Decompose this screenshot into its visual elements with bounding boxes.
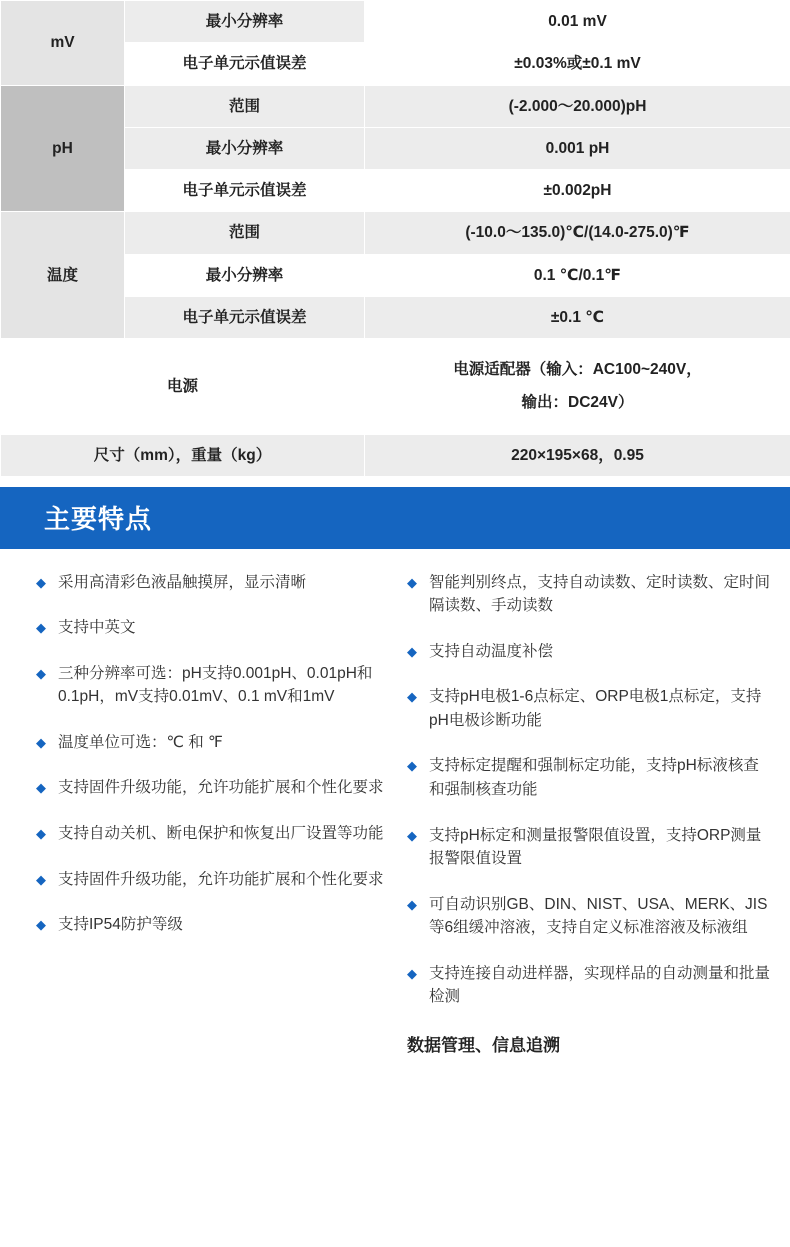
diamond-bullet-icon: ◆ — [36, 665, 46, 681]
spec-group-label: pH — [1, 85, 125, 212]
power-value-line2: 输出：DC24V） — [521, 394, 634, 412]
diamond-bullet-icon: ◆ — [407, 896, 417, 912]
feature-text: 温度单位可选：℃ 和 ℉ — [58, 733, 223, 751]
diamond-bullet-icon: ◆ — [407, 643, 417, 659]
diamond-bullet-icon: ◆ — [407, 827, 417, 843]
spec-item-label: 电子单元示值误差 — [125, 296, 365, 338]
list-item — [20, 913, 391, 937]
list-item — [20, 868, 391, 892]
features-subheading: 数据管理、信息追溯 — [407, 1035, 560, 1055]
spec-group-label: 温度 — [1, 212, 125, 339]
list-item — [399, 640, 770, 664]
spec-group-label: mV — [1, 1, 125, 86]
list-item — [399, 754, 770, 801]
list-item — [399, 893, 770, 940]
list-item — [20, 616, 391, 640]
feature-text: 可自动识别GB、DIN、NIST、USA、MERK、JIS等6组缓冲溶液，支持自定义标准溶液及标液组 — [429, 895, 768, 937]
table-row-power — [1, 339, 790, 435]
list-item — [399, 685, 770, 732]
list-item — [399, 571, 770, 618]
table-row — [1, 85, 790, 127]
feature-text: 支持中英文 — [58, 619, 136, 637]
power-value-line1: 电源适配器（输入：AC100~240V， — [453, 361, 702, 378]
feature-text: 支持连接自动进样器，实现样品的自动测量和批量检测 — [429, 964, 771, 1006]
spec-item-label: 最小分辨率 — [125, 127, 365, 169]
diamond-bullet-icon: ◆ — [36, 826, 46, 842]
list-item — [399, 962, 770, 1009]
spec-item-value: ±0.002pH — [365, 170, 790, 212]
feature-text: 支持pH标定和测量报警限值设置，支持ORP测量报警限值设置 — [429, 826, 762, 868]
feature-text: 三种分辨率可选：pH支持0.001pH、0.01pH和0.1pH，mV支持0.01mV、0.1 mV和1mV — [58, 664, 373, 706]
spec-item-label: 电子单元示值误差 — [125, 170, 365, 212]
feature-text: 支持pH电极1-6点标定、ORP电极1点标定，支持pH电极诊断功能 — [429, 688, 762, 729]
features-column-left — [16, 571, 395, 1056]
table-row — [1, 212, 790, 254]
spec-item-label: 范围 — [125, 212, 365, 254]
table-row — [1, 1, 790, 43]
spec-item-label: 电子单元示值误差 — [125, 43, 365, 85]
spec-item-label: 范围 — [125, 85, 365, 127]
feature-text: 支持固件升级功能，允许功能扩展和个性化要求 — [58, 870, 384, 888]
spec-item-value: (-2.000～20.000)pH — [365, 85, 790, 127]
feature-text: 智能判别终点，支持自动读数、定时读数、定时间隔读数、手动读数 — [429, 573, 771, 615]
specification-table — [0, 0, 790, 477]
diamond-bullet-icon: ◆ — [407, 574, 417, 590]
spec-item-label: 最小分辨率 — [125, 1, 365, 43]
section-header-main-features — [0, 487, 790, 549]
size-label: 尺寸（mm），重量（kg） — [1, 434, 365, 476]
list-item — [20, 776, 391, 800]
feature-text: 采用高清彩色液晶触摸屏，显示清晰 — [58, 573, 307, 591]
diamond-bullet-icon: ◆ — [407, 965, 417, 981]
table-row-size — [1, 434, 790, 476]
spec-item-value: 0.01 mV — [365, 1, 790, 43]
spec-item-value: (-10.0～135.0)℃/(14.0-275.0)℉ — [365, 212, 790, 254]
spec-item-value: 0.1 ℃/0.1℉ — [365, 254, 790, 296]
list-item — [20, 571, 391, 595]
spec-item-value: 0.001 pH — [365, 127, 790, 169]
spec-item-value: ±0.1 ℃ — [365, 296, 790, 338]
diamond-bullet-icon: ◆ — [36, 871, 46, 887]
diamond-bullet-icon: ◆ — [36, 917, 46, 933]
features-section — [0, 549, 790, 1056]
diamond-bullet-icon: ◆ — [36, 780, 46, 796]
diamond-bullet-icon: ◆ — [36, 620, 46, 636]
feature-text: 支持IP54防护等级 — [58, 916, 183, 934]
spec-item-label: 最小分辨率 — [125, 254, 365, 296]
size-value: 220×195×68，0.95 — [365, 434, 790, 476]
feature-text: 支持固件升级功能，允许功能扩展和个性化要求 — [58, 779, 384, 797]
feature-text: 支持标定提醒和强制标定功能，支持pH标液核查和强制核查功能 — [429, 757, 759, 799]
diamond-bullet-icon: ◆ — [36, 574, 46, 590]
features-column-right — [395, 571, 774, 1056]
power-label: 电源 — [1, 339, 365, 435]
list-item — [20, 822, 391, 846]
section-title: 主要特点 — [44, 504, 153, 535]
feature-text: 支持自动关机、断电保护和恢复出厂设置等功能 — [58, 825, 384, 843]
spec-item-value: ±0.03%或±0.1 mV — [365, 43, 790, 85]
feature-text: 支持自动温度补偿 — [429, 642, 554, 660]
spec-table-body — [1, 1, 790, 477]
diamond-bullet-icon: ◆ — [407, 689, 417, 705]
diamond-bullet-icon: ◆ — [407, 758, 417, 774]
list-item — [20, 662, 391, 709]
list-item — [399, 824, 770, 871]
diamond-bullet-icon: ◆ — [36, 734, 46, 750]
list-item — [20, 731, 391, 755]
power-value — [365, 339, 790, 435]
